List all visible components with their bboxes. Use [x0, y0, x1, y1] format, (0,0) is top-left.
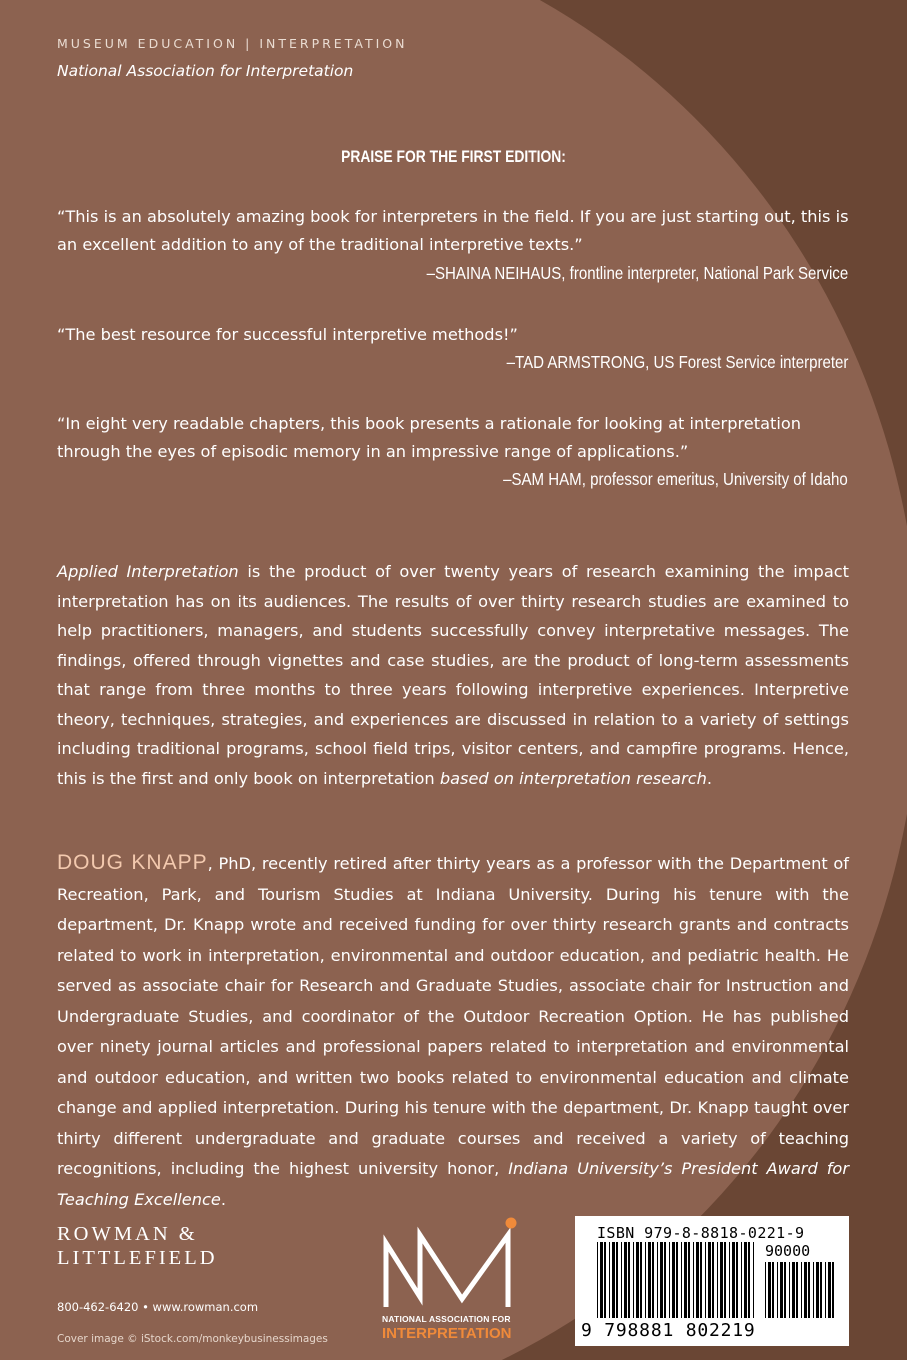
price-code: 90000 [765, 1242, 811, 1260]
author-name: DOUG KNAPP [57, 851, 208, 874]
quote-text: “The best resource for successful interpretive methods!” [57, 325, 518, 344]
praise-quote-2 [57, 321, 849, 349]
author-bio [57, 848, 849, 1215]
book-title: Applied Interpretation [57, 562, 239, 581]
publisher-logo-line-2: LITTLEFIELD [57, 1247, 218, 1269]
bio-body: , PhD, recently retired after thirty years as a professor with the Department of Recreation, Park, and Tourism Studies at Indiana University. During his tenure with the department, Dr. Knapp wrote and received funding for over thirty research grants and contracts related to work in interpretation, environmental and outdoor education, and pediatric health. He served as associate chair for Research and Graduate Studies, associate chair for Instruction and Undergraduate Studies, and coordinator of the Outdoor Recreation Option. He has published over ninety journal articles and professional papers related to interpretation and environmental and outdoor education, and written two books related to environmental education and climate change and applied interpretation. During his tenure with the department, Dr. Knapp taught over thirty different undergraduate and graduate courses and received a variety of teaching recognitions, including the highest university honor, [57, 854, 850, 1178]
bio-period: . [220, 1189, 226, 1209]
quote-text: “In eight very readable chapters, this book presents a rationale for looking at interpretation through the eyes of episodic memory in an impressive range of applications.” [57, 414, 802, 461]
quote-attribution-2: –TAD ARMSTRONG, US Forest Service interpreter [506, 352, 848, 372]
co-publisher-line: National Association for Interpretation [57, 62, 354, 80]
quote-text: “This is an absolutely amazing book for interpreters in the field. If you are just starting out, this is an excellent addition to any of the traditional interpretive texts.” [57, 207, 849, 254]
quote-attribution-1: –SHAINA NEIHAUS, frontline interpreter, National Park Service [426, 263, 848, 283]
praise-heading: PRAISE FOR THE FIRST EDITION: [341, 148, 566, 166]
award-name: Indiana University’s President Award for Teaching Excellence [57, 1159, 849, 1209]
book-description [57, 557, 849, 793]
publisher-contact: 800-462-6420 • www.rowman.com [57, 1300, 259, 1314]
nai-interpretation: INTERPRETATION [382, 1325, 512, 1342]
praise-quote-1 [57, 203, 849, 259]
description-emphasis: based on interpretation research [439, 768, 707, 788]
isbn-text: ISBN 979-8-8818-0221-9 [597, 1224, 805, 1242]
isbn-barcode [575, 1216, 849, 1346]
ean-digits: 9 798881 802219 [581, 1320, 756, 1341]
nai-logo [378, 1215, 528, 1345]
publisher-logo [57, 1222, 218, 1270]
series-label: MUSEUM EDUCATION | INTERPRETATION [57, 36, 408, 51]
praise-quote-3 [57, 410, 849, 466]
nai-logo-mark-icon [378, 1215, 528, 1315]
description-body: is the product of over twenty years of research examining the impact interpretation has on its audiences. The results of over thirty research studies are examined to help practitioners, managers, and students successfully convey interpretative messages. The findings, offered through vignettes and case studies, are the product of long-term assessments that range from three months to three years following interpretive experiences. Interpretive theory, techniques, strategies, and experiences are discussed in relation to a variety of settings including traditional programs, school field trips, visitor centers, and campfire programs. Hence, this is the first and only book on interpretation [57, 562, 849, 788]
description-period: . [706, 768, 713, 788]
quote-attribution-3: –SAM HAM, professor emeritus, University of Idaho [503, 469, 848, 489]
publisher-logo-line-1: ROWMAN & [57, 1223, 198, 1245]
cover-credit: Cover image © iStock.com/monkeybusinessimages [57, 1333, 328, 1345]
nai-name: NATIONAL ASSOCIATION FOR [382, 1314, 511, 1324]
